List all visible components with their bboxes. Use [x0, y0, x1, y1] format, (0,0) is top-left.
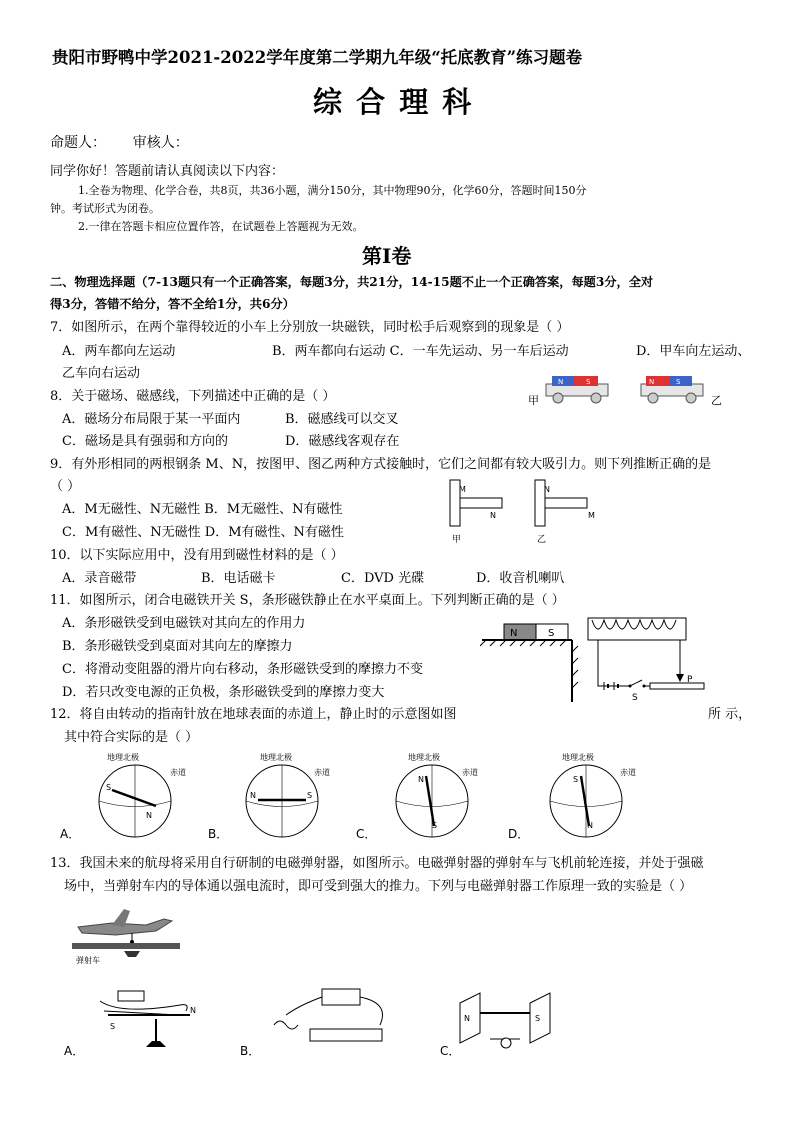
- q10-option-c: C．DVD 光碟: [341, 571, 425, 586]
- q11-slider-arrow: [676, 674, 684, 682]
- q13-a-battery: [118, 991, 144, 1001]
- section-title: 第Ⅰ卷: [362, 244, 412, 268]
- svg-text:N: N: [464, 1014, 470, 1023]
- q11-option-d: D．若只改变电源的正负极，条形磁铁受到的摩擦力变大: [62, 685, 385, 700]
- q12-option-b: B．: [208, 827, 229, 841]
- q7-stem: 7．如图所示，在两个靠得较近的小车上分别放一块磁铁，同时松手后观察到的现象是（ ）: [50, 320, 570, 335]
- instruction-2: 2.一律在答题卡相应位置作答，在试题卷上答题视为无效。: [78, 220, 364, 233]
- q12-stem-a: 12．将自由转动的指南针放在地球表面的赤道上，静止时的示意图如图: [50, 707, 457, 722]
- svg-text:地理北极: 地理北极: [562, 753, 594, 762]
- q13-option-b: B．: [240, 1044, 261, 1057]
- svg-text:M: M: [459, 485, 466, 494]
- q12-option-d: D．: [508, 827, 530, 841]
- svg-text:赤道: 赤道: [462, 768, 478, 777]
- q7-label-jia: 甲: [528, 394, 539, 407]
- q8-option-a: A．磁场分布局限于某一平面内: [62, 412, 241, 427]
- svg-text:S: S: [106, 783, 112, 792]
- svg-text:N: N: [146, 811, 152, 820]
- svg-text:S: S: [535, 1014, 541, 1023]
- subject-title: 综 合 理 科: [313, 85, 474, 119]
- q9-options-cd: C．M有磁性、N无磁性 D．M有磁性、N有磁性: [62, 525, 344, 540]
- svg-text:P: P: [687, 675, 693, 685]
- q13-c-magnet-n: [460, 993, 480, 1043]
- q12-option-a: A．: [60, 827, 81, 841]
- q9-stem: 9．有外形相同的两根钢条 M、N，按图甲、图乙两种方式接触时，它们之间都有较大吸引力。则下列推断正确的是: [50, 457, 712, 472]
- q11-option-c: C．将滑动变阻器的滑片向右移动，条形磁铁受到的摩擦力不变: [62, 662, 423, 677]
- svg-text:S: S: [432, 821, 438, 830]
- q7-label-yi: 乙: [711, 394, 722, 407]
- q10-stem: 10．以下实际应用中，没有用到磁性材料的是（ ）: [50, 548, 344, 563]
- q10-option-a: A．录音磁带: [62, 571, 137, 586]
- svg-text:M: M: [588, 511, 595, 520]
- svg-text:N: N: [250, 791, 256, 800]
- author-line: 命题人： 审核人：: [50, 135, 189, 151]
- instruction-1a: 1.全卷为物理、化学合卷，共8页，共36小题，满分150分，其中物理90分，化学60分，答题时间150分: [78, 184, 587, 197]
- svg-text:S: S: [586, 378, 591, 386]
- q13-b-rails: [310, 1029, 382, 1041]
- q12-stem-c: 其中符合实际的是（ ）: [64, 730, 199, 745]
- q8-option-d: D．磁感线客观存在: [285, 434, 400, 449]
- q13-option-c: C．: [440, 1044, 461, 1057]
- q9-steel-bars-figure: [440, 478, 610, 550]
- svg-text:N: N: [490, 511, 496, 520]
- svg-text:N: N: [418, 775, 424, 784]
- q8-stem: 8．关于磁场、磁感线，下列描述中正确的是（ ）: [50, 389, 336, 404]
- q7-carts-figure: [526, 370, 726, 410]
- section-heading-line1: 二、物理选择题（7-13题只有一个正确答案，每题3分，共21分，14-15题不止一个正确答案，每题3分，全对: [50, 275, 654, 289]
- q7-magnet-2-south: [670, 376, 692, 386]
- svg-text:S: S: [548, 628, 555, 639]
- svg-text:N: N: [190, 1006, 196, 1015]
- svg-text:S: S: [307, 791, 313, 800]
- q9-label-yi: 乙: [537, 535, 547, 545]
- q13-cart-label: 弹射车: [76, 956, 100, 965]
- q7-option-a: A．两车都向左运动: [62, 344, 176, 359]
- svg-text:S: S: [676, 378, 681, 386]
- q13-deck: [72, 943, 180, 949]
- svg-text:赤道: 赤道: [170, 768, 186, 777]
- q11-stem: 11．如图所示，闭合电磁铁开关 S，条形磁铁静止在水平桌面上。下列判断正确的是（ ）: [50, 593, 565, 608]
- q9-options-ab: A．M无磁性、N无磁性 B．M无磁性、N有磁性: [62, 502, 343, 517]
- instruction-1b: 钟。考试形式为闭卷。: [50, 202, 160, 215]
- q11-electromagnet-figure: [480, 612, 710, 704]
- svg-text:地理北极: 地理北极: [107, 753, 139, 762]
- q13-option-figures: [60, 985, 580, 1057]
- svg-text:S: S: [573, 775, 579, 784]
- svg-text:N: N: [510, 628, 518, 639]
- svg-text:N: N: [649, 378, 655, 386]
- q11-option-b: B．条形磁铁受到桌面对其向左的摩擦力: [62, 639, 293, 654]
- q10-option-b: B．电话磁卡: [201, 571, 276, 586]
- svg-text:N: N: [544, 485, 550, 494]
- q11-rheostat: [650, 683, 704, 689]
- q13-option-a: A．: [64, 1044, 85, 1057]
- q12-stem-b: 所 示，: [708, 707, 752, 722]
- q12-needle-c: [426, 776, 434, 826]
- q13-catapult-figure: [72, 905, 182, 967]
- svg-text:地理北极: 地理北极: [408, 753, 440, 762]
- svg-text:S: S: [110, 1022, 116, 1031]
- svg-text:N: N: [558, 378, 564, 386]
- q11-option-a: A．条形磁铁受到电磁铁对其向左的作用力: [62, 616, 306, 631]
- q13-stem-a: 13．我国未来的航母将采用自行研制的电磁弹射器，如图所示。电磁弹射器的弹射车与飞机前轮连接，并处于强磁: [50, 856, 704, 871]
- q12-compass-figures: [60, 748, 700, 844]
- q8-option-c: C．磁场是具有强弱和方向的: [62, 434, 228, 449]
- exam-title: 贵阳市野鸭中学2021-2022学年度第二学期九年级“托底教育”练习题卷: [52, 48, 583, 67]
- svg-text:N: N: [587, 821, 593, 830]
- q7-option-d: D．甲车向左运动、: [636, 344, 751, 359]
- instructions-intro: 同学你好！答题前请认真阅读以下内容：: [50, 164, 285, 179]
- q12-needle-a: [112, 790, 156, 806]
- q10-option-d: D．收音机喇叭: [476, 571, 565, 586]
- q11-switch-label: S: [632, 693, 638, 703]
- q8-option-b: B．磁感线可以交叉: [285, 412, 399, 427]
- section-heading-line2: 得3分，答错不给分，答不全给1分，共6分）: [50, 297, 295, 311]
- svg-text:赤道: 赤道: [620, 768, 636, 777]
- q12-option-c: C．: [356, 827, 377, 841]
- q9-label-jia: 甲: [452, 535, 462, 545]
- q7-option-bc: B．两车都向右运动 C．一车先运动、另一车后运动: [272, 344, 569, 359]
- q11-magnet-north: [504, 624, 536, 640]
- q13-b-battery: [322, 989, 360, 1005]
- q7-option-d-cont: 乙车向右运动: [62, 366, 141, 381]
- q13-stem-b: 场中，当弹射车内的导体通以强电流时，即可受到强大的推力。下列与电磁弹射器工作原理一致的实验是（ ）: [64, 879, 693, 894]
- q12-needle-d: [581, 776, 589, 826]
- q9-paren: （ ）: [50, 479, 81, 494]
- svg-text:地理北极: 地理北极: [260, 753, 292, 762]
- svg-text:赤道: 赤道: [314, 768, 330, 777]
